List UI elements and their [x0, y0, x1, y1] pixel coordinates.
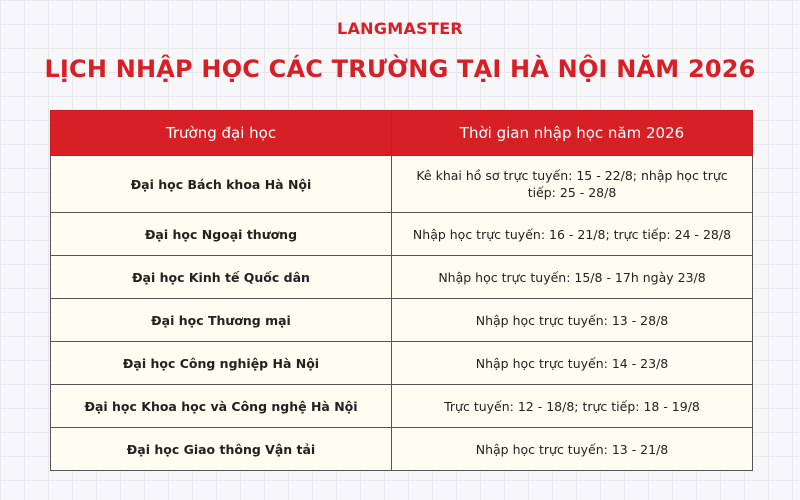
header-university: Trường đại học: [51, 111, 392, 156]
table-row: [51, 213, 753, 256]
admission-time: Nhập học trực tuyến: 14 - 23/8: [392, 342, 753, 385]
university-name: Đại học Công nghiệp Hà Nội: [51, 342, 392, 385]
table-header-row: [51, 111, 753, 156]
table-row: [51, 342, 753, 385]
header-admission-time: Thời gian nhập học năm 2026: [392, 111, 753, 156]
admission-time: Kê khai hồ sơ trực tuyến: 15 - 22/8; nhập học trực tiếp: 25 - 28/8: [392, 156, 753, 213]
admission-schedule-table: [50, 110, 753, 471]
university-name: Đại học Thương mại: [51, 299, 392, 342]
table-row: [51, 428, 753, 471]
table-row: [51, 299, 753, 342]
table-row: [51, 385, 753, 428]
admission-time: Nhập học trực tuyến: 16 - 21/8; trực tiếp: 24 - 28/8: [392, 213, 753, 256]
admission-time: Nhập học trực tuyến: 13 - 28/8: [392, 299, 753, 342]
university-name: Đại học Ngoại thương: [51, 213, 392, 256]
admission-time: Nhập học trực tuyến: 13 - 21/8: [392, 428, 753, 471]
university-name: Đại học Kinh tế Quốc dân: [51, 256, 392, 299]
university-name: Đại học Giao thông Vận tải: [51, 428, 392, 471]
table-row: [51, 156, 753, 213]
page-title: LỊCH NHẬP HỌC CÁC TRƯỜNG TẠI HÀ NỘI NĂM 2026: [44, 55, 756, 83]
admission-time: Nhập học trực tuyến: 15/8 - 17h ngày 23/8: [392, 256, 753, 299]
brand-logo: LANGMASTER: [336, 19, 464, 38]
table-row: [51, 256, 753, 299]
university-name: Đại học Bách khoa Hà Nội: [51, 156, 392, 213]
admission-time: Trực tuyến: 12 - 18/8; trực tiếp: 18 - 19/8: [392, 385, 753, 428]
university-name: Đại học Khoa học và Công nghệ Hà Nội: [51, 385, 392, 428]
